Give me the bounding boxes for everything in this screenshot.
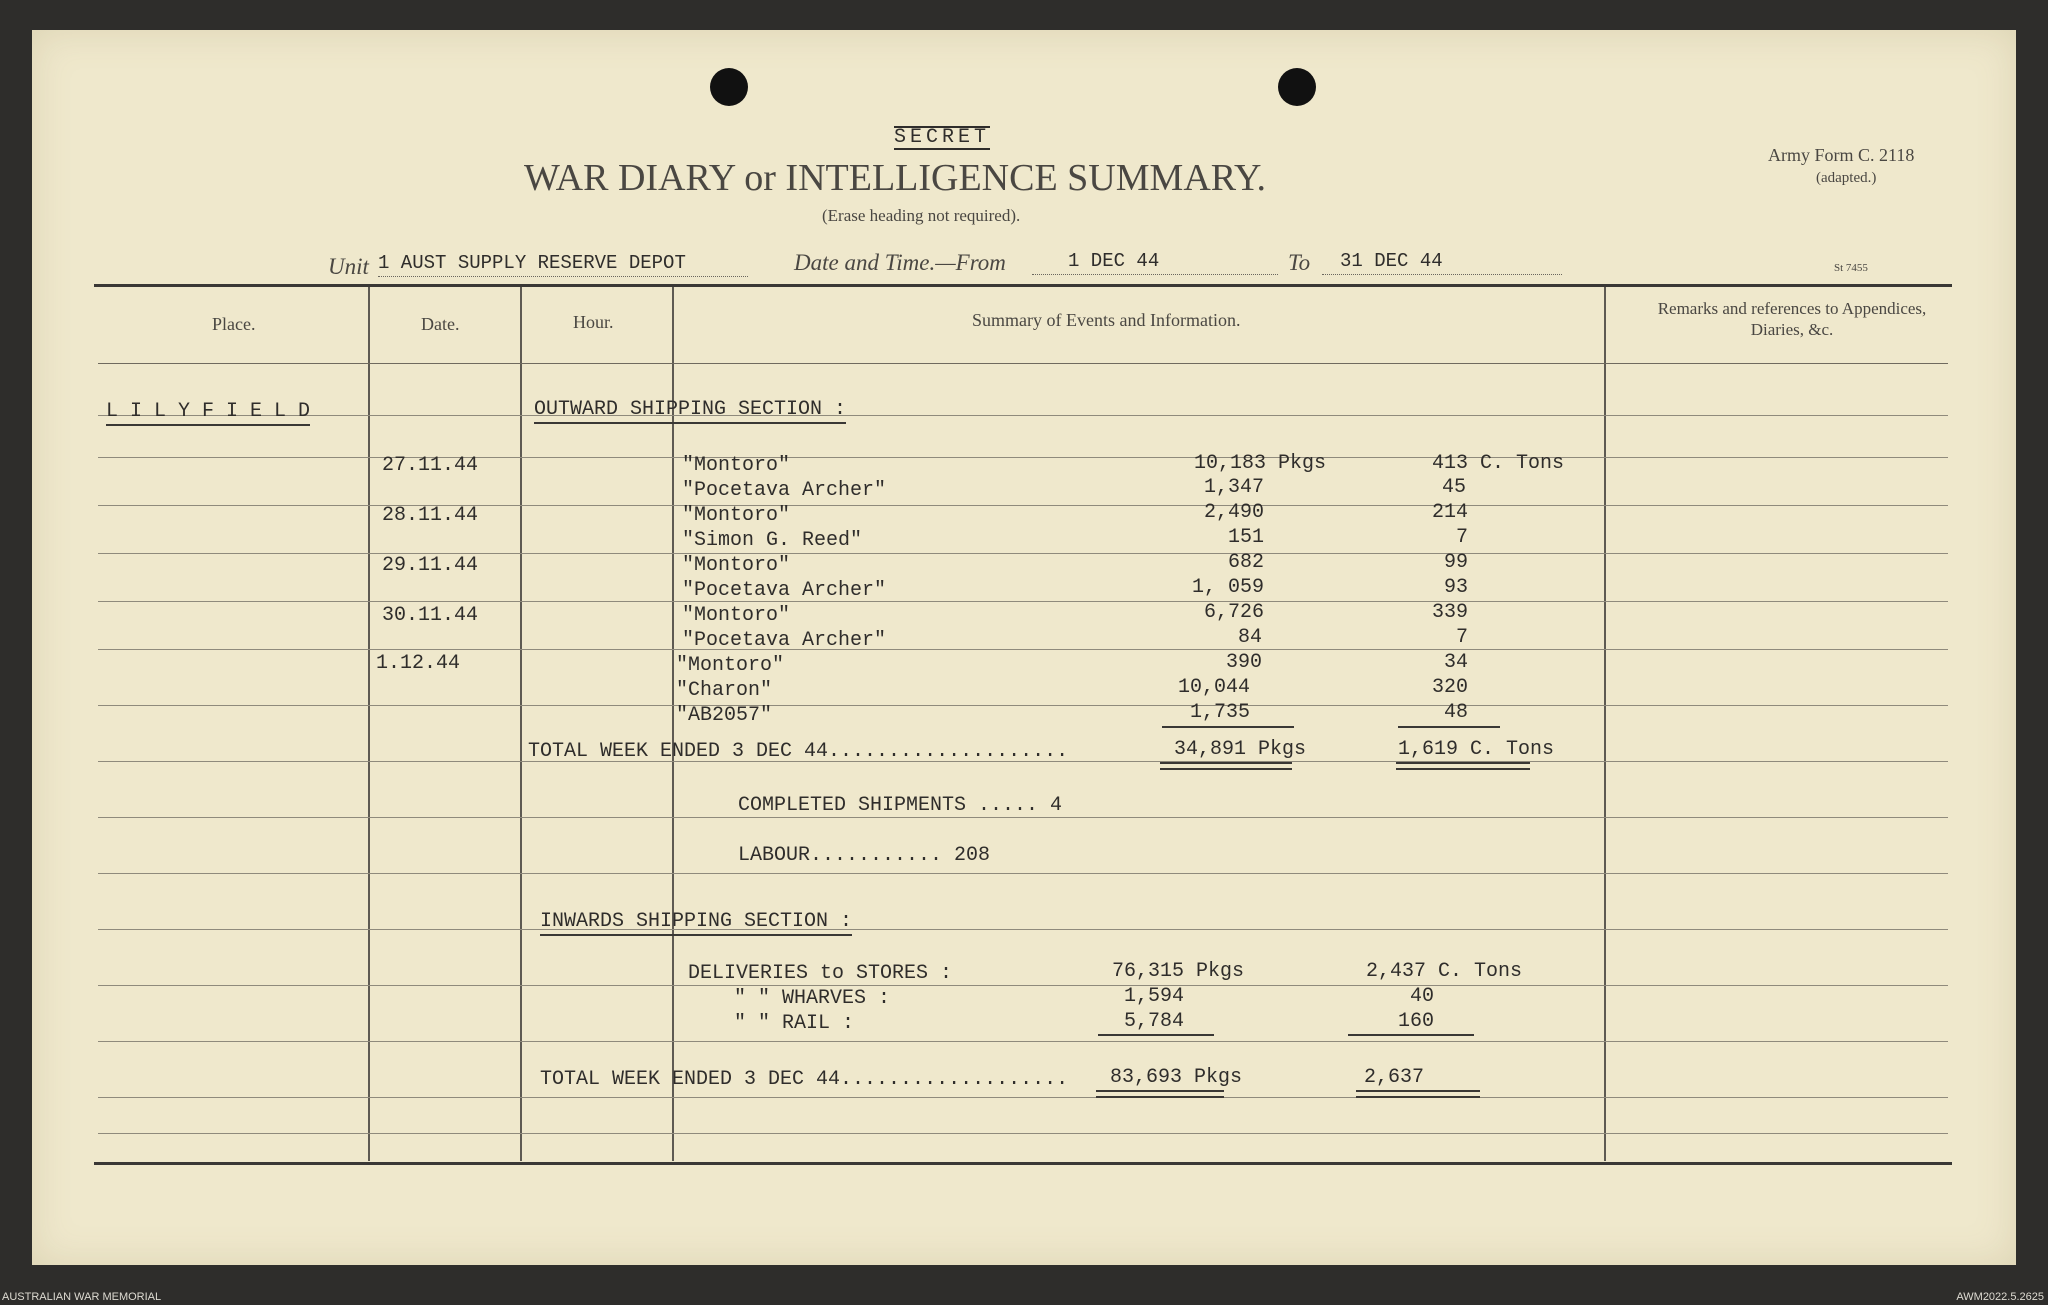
diary-sheet xyxy=(32,30,2016,1265)
outward-total-pkgs: 34,891 Pkgs xyxy=(1174,738,1307,761)
ship-pkgs: 682 xyxy=(1228,551,1265,574)
from-value: 1 DEC 44 xyxy=(1068,250,1160,272)
inward-total-tons: 2,637 xyxy=(1364,1066,1425,1089)
ship-pkgs: 1, 059 xyxy=(1192,576,1265,599)
ship-name: "Montoro" xyxy=(682,604,791,627)
ship-pkgs: 2,490 xyxy=(1204,501,1265,524)
ship-pkgs: 151 xyxy=(1228,526,1265,549)
column-divider-2 xyxy=(520,287,522,1161)
ruled-line xyxy=(98,363,1948,364)
ship-name: "Pocetava Archer" xyxy=(682,579,887,602)
inward-row-tons: 2,437 C. Tons xyxy=(1366,960,1523,983)
ship-pkgs: 84 xyxy=(1238,626,1263,649)
place-lilyfield: L I L Y F I E L D xyxy=(106,400,310,426)
inward-total-pkgs: 83,693 Pkgs xyxy=(1110,1066,1243,1089)
col-header-remarks: Remarks and references to Appendices, Diaries, &c. xyxy=(1657,299,1927,339)
ruled-line xyxy=(98,929,1948,930)
column-divider-4 xyxy=(1604,287,1606,1161)
to-label: To xyxy=(1288,250,1311,275)
outward-total-label: TOTAL WEEK ENDED 3 DEC 44.................... xyxy=(528,740,1069,763)
total-double-rule xyxy=(1160,768,1292,770)
unit-value: 1 AUST SUPPLY RESERVE DEPOT xyxy=(378,252,686,274)
ship-tons: 93 xyxy=(1444,576,1469,599)
subtotal-rule xyxy=(1098,1034,1214,1036)
inward-row-label: DELIVERIES to STORES : xyxy=(688,962,953,985)
ship-pkgs: 6,726 xyxy=(1204,601,1265,624)
ship-name: "Montoro" xyxy=(676,654,785,677)
form-subtitle: (Erase heading not required). xyxy=(822,206,1021,225)
ruled-line xyxy=(98,705,1948,706)
total-double-rule xyxy=(1396,768,1530,770)
ship-name: "Montoro" xyxy=(682,454,791,477)
col-header-place: Place. xyxy=(212,314,256,334)
ship-name: "Montoro" xyxy=(682,554,791,577)
punch-hole-right xyxy=(1278,68,1316,106)
col-header-hour: Hour. xyxy=(573,312,614,332)
table-bottom-rule xyxy=(94,1162,1952,1165)
ship-pkgs: 10,183 Pkgs xyxy=(1194,452,1327,475)
ruled-line xyxy=(98,873,1948,874)
footer-accession: AWM2022.5.2625 xyxy=(1956,1291,2044,1303)
army-form-label: Army Form C. 2118 xyxy=(1768,145,1915,165)
ruled-line xyxy=(98,601,1948,602)
ship-tons: 99 xyxy=(1444,551,1469,574)
ship-name: "AB2057" xyxy=(676,704,773,727)
ruled-line xyxy=(98,985,1948,986)
col-header-summary: Summary of Events and Information. xyxy=(972,310,1241,330)
ruled-line xyxy=(98,553,1948,554)
ship-name: "Pocetava Archer" xyxy=(682,629,887,652)
total-double-rule xyxy=(1096,1096,1224,1098)
ship-tons: 45 xyxy=(1442,476,1467,499)
ship-name: "Montoro" xyxy=(682,504,791,527)
to-value: 31 DEC 44 xyxy=(1340,250,1443,272)
outward-heading: OUTWARD SHIPPING SECTION : xyxy=(534,398,846,424)
ship-name: "Charon" xyxy=(676,679,773,702)
inward-total-label: TOTAL WEEK ENDED 3 DEC 44................... xyxy=(540,1068,1069,1091)
punch-hole-left xyxy=(710,68,748,106)
date-entry: 29.11.44 xyxy=(382,554,479,577)
secret-stamp: SECRET xyxy=(894,126,991,149)
total-double-rule xyxy=(1160,762,1292,764)
date-entry: 27.11.44 xyxy=(382,454,479,477)
column-divider-1 xyxy=(368,287,370,1161)
from-dotted-line xyxy=(1032,273,1278,275)
outward-total-tons: 1,619 C. Tons xyxy=(1398,738,1555,761)
inward-heading: INWARDS SHIPPING SECTION : xyxy=(540,910,852,936)
subtotal-rule xyxy=(1162,726,1294,728)
ruled-line xyxy=(98,817,1948,818)
ship-tons: 7 xyxy=(1456,626,1469,649)
ship-tons: 48 xyxy=(1444,701,1469,724)
ship-pkgs: 390 xyxy=(1226,651,1263,674)
stock-code: St 7455 xyxy=(1834,262,1868,274)
ruled-line xyxy=(98,505,1948,506)
col-header-date: Date. xyxy=(421,314,460,334)
inward-row-pkgs: 76,315 Pkgs xyxy=(1112,960,1245,983)
inward-row-pkgs: 5,784 xyxy=(1124,1010,1185,1033)
inward-row-tons: 40 xyxy=(1410,985,1435,1008)
form-title: WAR DIARY or INTELLIGENCE SUMMARY. xyxy=(524,157,1267,199)
ship-pkgs: 1,347 xyxy=(1204,476,1265,499)
ship-tons: 320 xyxy=(1432,676,1469,699)
ship-pkgs: 10,044 xyxy=(1178,676,1251,699)
ship-name: "Pocetava Archer" xyxy=(682,479,887,502)
unit-label: Unit xyxy=(328,254,369,279)
total-double-rule xyxy=(1096,1090,1224,1092)
unit-dotted-line xyxy=(378,275,748,277)
ruled-line xyxy=(98,649,1948,650)
date-entry: 28.11.44 xyxy=(382,504,479,527)
total-double-rule xyxy=(1356,1090,1480,1092)
table-top-rule xyxy=(94,284,1952,287)
ship-tons: 413 C. Tons xyxy=(1432,452,1565,475)
ruled-line xyxy=(98,415,1948,416)
date-entry: 1.12.44 xyxy=(376,652,461,675)
ruled-line xyxy=(98,1097,1948,1098)
ship-tons: 7 xyxy=(1456,526,1469,549)
footer-institution: AUSTRALIAN WAR MEMORIAL xyxy=(2,1291,162,1303)
total-double-rule xyxy=(1396,762,1530,764)
date-time-label: Date and Time.—From xyxy=(794,250,1006,275)
ruled-line xyxy=(98,1041,1948,1042)
completed-shipments: COMPLETED SHIPMENTS ..... 4 xyxy=(738,794,1063,817)
inward-row-label: " " RAIL : xyxy=(734,1012,855,1035)
to-dotted-line xyxy=(1322,273,1562,275)
inward-row-tons: 160 xyxy=(1398,1010,1435,1033)
total-double-rule xyxy=(1356,1096,1480,1098)
date-entry: 30.11.44 xyxy=(382,604,479,627)
ruled-line xyxy=(98,457,1948,458)
ship-pkgs: 1,735 xyxy=(1190,701,1251,724)
inward-row-pkgs: 1,594 xyxy=(1124,985,1185,1008)
adapted-label: (adapted.) xyxy=(1816,170,1877,186)
ruled-line xyxy=(98,1133,1948,1134)
inward-row-label: " " WHARVES : xyxy=(734,987,891,1010)
ship-tons: 214 xyxy=(1432,501,1469,524)
ship-tons: 34 xyxy=(1444,651,1469,674)
ship-tons: 339 xyxy=(1432,601,1469,624)
subtotal-rule xyxy=(1348,1034,1474,1036)
ship-name: "Simon G. Reed" xyxy=(682,529,863,552)
labour-count: LABOUR........... 208 xyxy=(738,844,991,867)
subtotal-rule xyxy=(1398,726,1500,728)
